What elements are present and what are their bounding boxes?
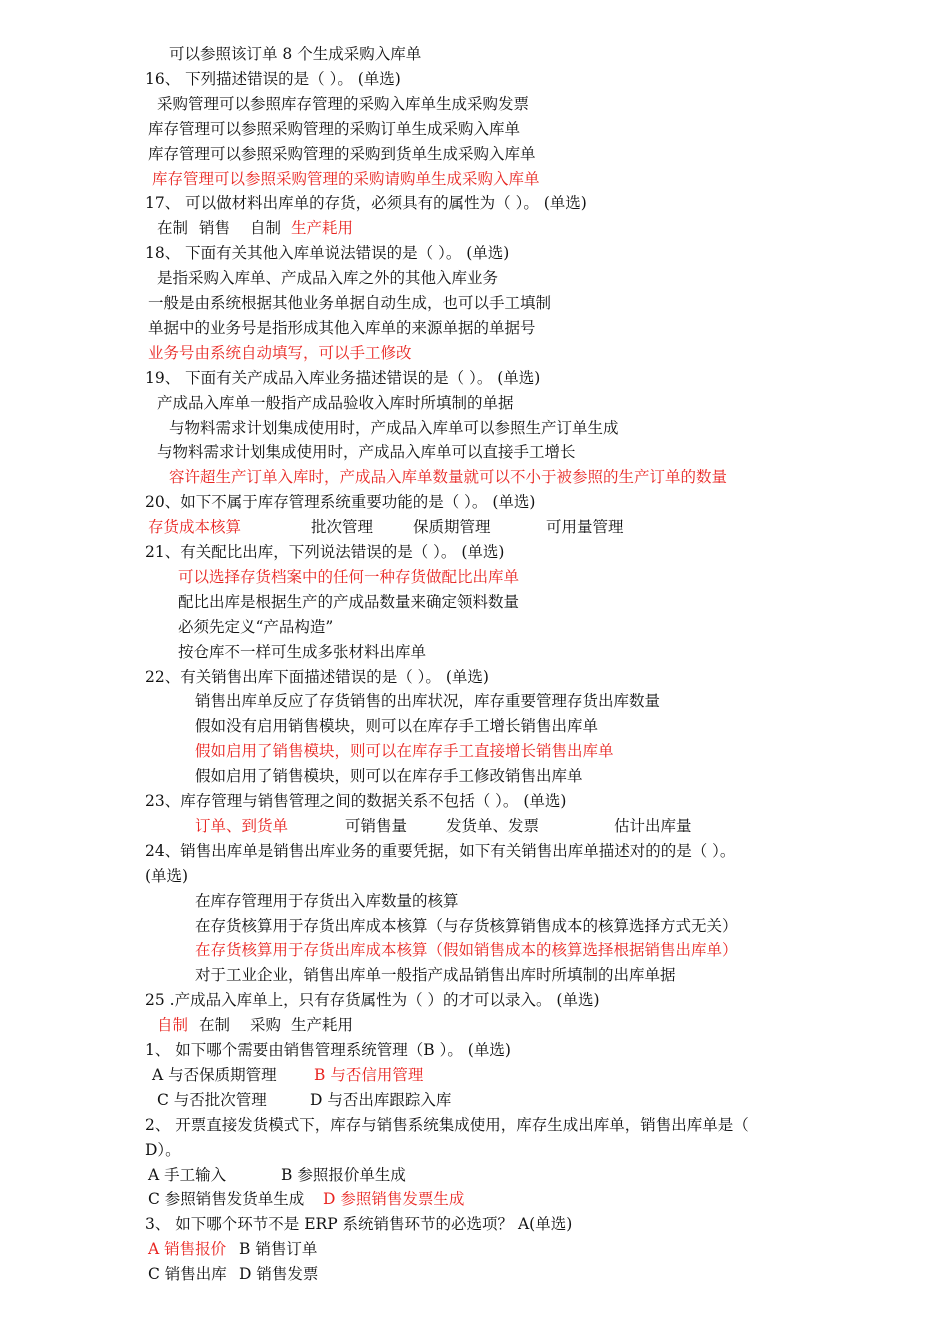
line-text: 对于工业企业，销售出库单一般指产成品销售出库时所填制的出库单据 [195,966,676,985]
line-text: 3、 如下哪个环节不是 ERP 系统销售环节的必选项？ A(单选) [145,1215,573,1234]
line-text: 按仓库不一样可生成多张材料出库单 [178,642,427,661]
line-text: 销售出库单反应了存货销售的出库状况，库存重要管理存货出库数量 [195,692,661,711]
answer-text: B 与否信用管理 [314,1065,424,1084]
line-text: 估计出库量 [614,816,692,835]
line-text: 假如启用了销售模块，则可以在库存手工修改销售出库单 [195,767,583,786]
line-text: B 参照报价单生成 [281,1165,406,1184]
line-text: D）。 [145,1140,181,1159]
answer-text: 在存货核算用于存货出库成本核算（假如销售成本的核算选择根据销售出库单） [195,941,738,960]
line-text: 22、有关销售出库下面描述错误的是（ ）。 (单选) [145,667,489,686]
line-text: 25 .产成品入库单上，只有存货属性为（ ）的才可以录入。 (单选) [145,991,600,1010]
line-text: 21、有关配比出库，下列说法错误的是（ ）。 (单选) [145,543,505,561]
line-text: 可用量管理 [546,518,624,537]
line-text: 在库存管理用于存货出入库数量的核算 [195,891,459,910]
line-text: 配比出库是根据生产的产成品数量来确定领料数量 [178,592,520,611]
line-text: C 销售出库 [148,1265,227,1284]
line-text: 采购管理可以参照库存管理的采购入库单生成采购发票 [157,94,530,113]
answer-text: 容许超生产订单入库时，产成品入库单数量就可以不小于被参照的生产订单的数量 [169,468,728,487]
line-text: 必须先定义“产品构造” [178,617,334,636]
line-text: 19、 下面有关产成品入库业务描述错误的是（ ）。 (单选) [145,368,541,387]
line-text: 产成品入库单一般指产成品验收入库时所填制的单据 [157,393,514,412]
line-text: A 与否保质期管理 [152,1065,277,1084]
line-text: (单选) [145,866,189,885]
line-text: 可以参照该订单 8 个生成采购入库单 [169,45,422,63]
line-text: 单据中的业务号是指形成其他入库单的来源单据的单据号 [148,318,536,337]
line-text: 自制 [250,219,282,238]
line-text: 在制 [157,219,189,238]
line-text: 在存货核算用于存货出库成本核算（与存货核算销售成本的核算选择方式无关） [195,916,738,935]
answer-text: 假如启用了销售模块，则可以在库存手工直接增长销售出库单 [195,742,614,761]
line-text: 是指采购入库单、产成品入库之外的其他入库业务 [157,269,499,288]
answer-text: 生产耗用 [291,219,354,238]
line-text: A 手工输入 [148,1165,227,1184]
answer-text: A 销售报价 [148,1240,227,1259]
line-text: 库存管理可以参照采购管理的采购到货单生成采购入库单 [148,144,536,163]
answer-text: D 参照销售发票生成 [323,1190,465,1209]
line-text: 一般是由系统根据其他业务单据自动生成，也可以手工填制 [148,294,552,312]
line-text: 18、 下面有关其他入库单说法错误的是（ ）。 (单选) [145,244,510,263]
answer-text: 库存管理可以参照采购管理的采购请购单生成采购入库单 [152,169,540,188]
line-text: 在制 [199,1016,231,1035]
answer-text: 可以选择存货档案中的任何一种存货做配比出库单 [178,567,520,586]
line-text: 1、 如下哪个需要由销售管理系统管理（B ）。 (单选) [145,1041,511,1059]
line-text: 生产耗用 [291,1016,354,1035]
line-text: D 销售发票 [239,1265,319,1284]
line-text: 采购 [250,1016,282,1035]
line-text: 保质期管理 [413,518,491,537]
answer-text: 自制 [157,1016,189,1035]
answer-text: 业务号由系统自动填写，可以手工修改 [148,343,412,362]
line-text: 批次管理 [311,518,374,537]
line-text: 库存管理可以参照采购管理的采购订单生成采购入库单 [148,119,521,138]
line-text: 24、销售出库单是销售出库业务的重要凭据，如下有关销售出库单描述对的的是（ ）。 [145,841,736,860]
answer-text: 存货成本核算 [148,518,242,537]
line-text: 2、 开票直接发货模式下，库存与销售系统集成使用，库存生成出库单，销售出库单是（ [145,1115,749,1134]
line-text: D 与否出库跟踪入库 [310,1090,452,1109]
line-text: 销售 [199,219,231,238]
line-text: C 参照销售发货单生成 [148,1190,305,1209]
line-text: 与物料需求计划集成使用时，产成品入库单可以参照生产订单生成 [169,418,619,437]
line-text: 17、 可以做材料出库单的存货，必须具有的属性为（ ）。 (单选) [145,194,587,213]
line-text: 发货单、发票 [446,816,540,835]
line-text: C 与否批次管理 [157,1090,267,1109]
line-text: B 销售订单 [239,1240,318,1259]
answer-text: 订单、到货单 [195,816,289,835]
line-text: 与物料需求计划集成使用时，产成品入库单可以直接手工增长 [157,443,576,462]
line-text: 20、如下不属于库存管理系统重要功能的是（ ）。 (单选) [145,493,536,512]
line-text: 可销售量 [345,816,408,835]
line-text: 16、 下列描述错误的是（ ）。 (单选) [145,69,401,88]
line-text: 假如没有启用销售模块，则可以在库存手工增长销售出库单 [195,717,599,736]
line-text: 23、库存管理与销售管理之间的数据关系不包括（ ）。 (单选) [145,792,567,810]
